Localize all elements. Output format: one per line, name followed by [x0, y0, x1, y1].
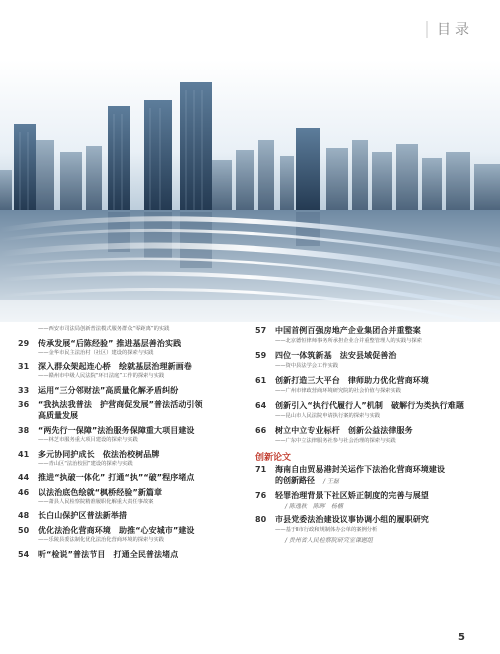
entry-title: 中国首例百强房地产企业集团合并重整案 — [275, 326, 421, 335]
page-number: 71 — [255, 465, 267, 474]
entry-subtitle: ——西安市司法局创新普法模式服务群众“零距离”的实践 — [38, 326, 170, 332]
entry-author: / 陈逸秋 陈晖 杨楠 — [285, 503, 343, 510]
page-number: 57 — [255, 326, 267, 335]
toc-entry[interactable] — [255, 400, 487, 421]
page-number: 41 — [18, 449, 30, 459]
entry-subtitle: ——广东中立法律服务社参与社会治理的探索与实践 — [275, 438, 396, 444]
entry-title: “两先行一保障”法治服务保障重大项目建设 — [38, 425, 195, 435]
entry-subtitle: ——资中县法学会工作实践 — [275, 363, 338, 369]
entry-title: 树立中立专业标杆 创新公益法律服务 — [275, 426, 413, 435]
entry-subtitle: ——赣州市中级人民法院“环日法庭”工作的探索与实践 — [38, 373, 165, 380]
toc-entry[interactable] — [18, 425, 244, 445]
toc-title: 目录 — [437, 22, 473, 38]
toc-entry[interactable] — [255, 375, 487, 396]
entry-subtitle: ——基于Ⅱ市行政和规制体办公单的案例分析 — [275, 527, 378, 533]
page-number: 66 — [255, 426, 267, 435]
page-number: 80 — [255, 515, 267, 524]
entry-title: 市县党委法治建设议事协调小组的履职研究 — [275, 515, 429, 524]
entry-title: 多元协同护成长 依法治校树品牌 — [38, 449, 160, 459]
entry-subtitle: ——林芝市服务重大项目建设的探索与实践 — [38, 436, 138, 443]
toc-entry[interactable] — [255, 514, 487, 544]
header-divider — [426, 21, 428, 38]
page-number: 33 — [18, 385, 30, 395]
page-number: 38 — [18, 425, 30, 435]
section-heading: 创新论文 — [255, 453, 292, 463]
toc-entry[interactable] — [18, 385, 244, 396]
entry-subtitle: ——广州市律政营商环境研究院的社会价值与探索实践 — [275, 388, 401, 394]
entry-subtitle: ——金华市民主法治村（社区）建设的探索与实践 — [38, 349, 154, 356]
page-number: 59 — [255, 351, 267, 360]
page-number: 36 — [18, 400, 30, 410]
toc-entry[interactable] — [18, 449, 244, 469]
page-number: 31 — [18, 362, 30, 372]
page-number: 48 — [18, 511, 30, 521]
entry-title: “我执法我普法 护营商促发展”普法活动引领 — [38, 400, 203, 410]
page-number: 76 — [255, 491, 267, 500]
entry-title: 创新引入“执行代履行人”机制 破解行为类执行难题 — [275, 401, 464, 410]
page-header — [0, 0, 500, 60]
entry-title-continued: 的创新路径 / 王磊 — [275, 476, 339, 485]
toc-entry[interactable] — [18, 525, 244, 545]
toc-entry[interactable] — [18, 399, 244, 421]
entry-title: 听“检说”普法节目 打通全民普法堵点 — [38, 549, 179, 559]
page-number: 64 — [255, 401, 267, 410]
page-number: 29 — [18, 338, 30, 348]
entry-title: 长白山保护区普法新举措 — [38, 511, 128, 521]
page-number: 44 — [18, 473, 30, 483]
entry-title: 创新打造三大平台 律师助力优化营商环境 — [275, 376, 429, 385]
entry-subtitle: ——萧县人民检察院精准履职化解重大责任事故案 — [38, 498, 154, 505]
entry-title: 优化法治化营商环境 助推“心安城市”建设 — [38, 525, 195, 535]
entry-title: 海南自由贸易港封关运作下法治化营商环境建设 — [275, 465, 446, 474]
entry-subtitle: ——昆山市人民法院申请执行案的探索与实践 — [275, 413, 380, 419]
entry-author: / 王磊 — [323, 478, 339, 485]
toc-entry[interactable] — [18, 338, 244, 358]
entry-title: 运用“三分邻财法”高质量化解矛盾纠纷 — [38, 385, 179, 395]
entry-title: 四位一体筑新基 法安县域促善治 — [275, 351, 397, 360]
entry-title: 推进“执破一体化” 打通“执”“破”程序堵点 — [38, 473, 195, 483]
page-number-footer: 5 — [458, 632, 465, 643]
toc-entry[interactable] — [18, 549, 244, 560]
page-number: 46 — [18, 487, 30, 497]
entry-title: 传承发展“后陈经验” 推进基层善治实践 — [38, 338, 182, 348]
toc-entry[interactable] — [18, 325, 244, 334]
page-number: 50 — [18, 525, 30, 535]
toc-entry[interactable] — [18, 510, 244, 521]
toc-entry[interactable] — [255, 350, 487, 371]
page-number: 54 — [18, 549, 30, 559]
entry-title: 深入群众架起连心桥 绘就基层治理新画卷 — [38, 362, 192, 372]
entry-title: 轻罪治理背景下社区矫正制度的完善与展望 — [275, 491, 429, 500]
entry-subtitle: ——青山区“法治校园”建设的探索与实践 — [38, 460, 133, 467]
entry-subtitle: ——乐陵县委法制化优化法治化营商环境的探索与实践 — [38, 536, 164, 543]
entry-author: / 贵州省人民检察院研究室课题组 — [285, 537, 373, 544]
toc-entry[interactable] — [18, 487, 244, 507]
entry-title-continued: 高质量发展 — [38, 411, 78, 421]
toc-entry[interactable] — [18, 472, 244, 483]
toc-right-column — [255, 325, 487, 548]
toc-entry[interactable] — [255, 425, 487, 446]
toc-entry[interactable] — [255, 325, 487, 346]
page-number: 61 — [255, 376, 267, 385]
entry-title: 以法治底色绘就“枫桥经验”新篇章 — [38, 487, 163, 497]
toc-left-column — [18, 325, 244, 563]
toc-entry[interactable] — [255, 464, 487, 486]
city-skyline-image — [0, 60, 500, 322]
entry-subtitle: ——北京德恒律师事务所承担企业合并重整管理人的实践与探索 — [275, 338, 422, 344]
toc-entry[interactable] — [255, 490, 487, 510]
toc-entry[interactable] — [18, 361, 244, 381]
